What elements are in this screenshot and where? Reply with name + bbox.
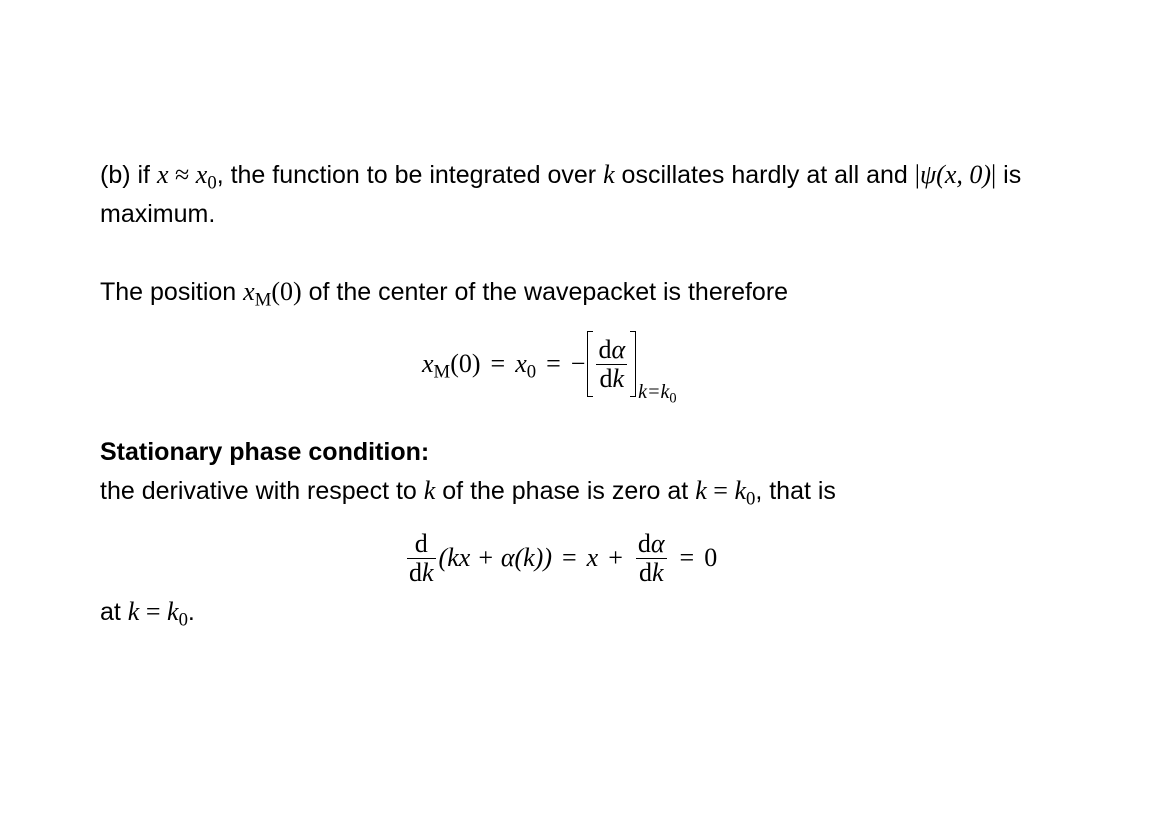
math-abs-open: | — [914, 160, 920, 189]
eq2-fraction-dalpha-dk — [636, 530, 667, 587]
eq1-equals: = — [490, 349, 506, 378]
eq2-denominator2: dk — [638, 557, 664, 587]
eq2-fraction-d-dk — [407, 530, 436, 587]
eq2-phase-expression: (kx + α(k)) — [438, 543, 552, 572]
eq2-equals2: = — [679, 543, 695, 572]
math-k: k — [423, 476, 436, 505]
text: at — [100, 598, 128, 626]
text: is — [996, 161, 1022, 189]
math-psi-args: (x, 0) — [936, 160, 992, 189]
eq1-equals2: = — [546, 349, 561, 378]
eq1-minus: − — [570, 349, 586, 378]
eq1-x0: $x_0$ — [515, 349, 537, 383]
math-equals: = — [706, 476, 735, 505]
paragraph-position — [100, 277, 789, 311]
math-k: k — [603, 160, 615, 189]
math-k0: $k_0$ — [734, 476, 756, 510]
math-k: k — [695, 476, 707, 505]
eq2-denominator1: dk — [409, 557, 434, 587]
eq1-lhs: $x_M$ — [422, 349, 451, 383]
math-approx: ≈ — [168, 160, 196, 189]
heading-stationary-phase: Stationary phase condition: — [100, 438, 430, 466]
eq2-x: x — [586, 543, 599, 572]
eq2-numerator2: dα — [637, 528, 665, 558]
math-arg: (0) — [271, 277, 302, 306]
eq1-evaluation: $k=k_0$ — [638, 381, 677, 407]
text: of the phase is zero at — [435, 477, 696, 505]
eq1-bracket — [587, 331, 636, 397]
eq2-equals: = — [562, 543, 577, 572]
math-xM: $x_M$ — [243, 277, 272, 311]
eq1-fraction — [596, 336, 627, 393]
paragraph-b-line1 — [100, 160, 1022, 194]
text: (b) if — [100, 161, 157, 189]
math-psi: ψ — [920, 160, 937, 189]
eq2-numerator1: d — [414, 528, 428, 558]
eq1-denominator: dk — [599, 363, 625, 393]
eq1-numerator: dα — [598, 334, 626, 364]
equation-stationary-phase — [404, 524, 717, 592]
math-k0: $k_0$ — [167, 597, 188, 631]
paragraph-b-line2: maximum. — [100, 200, 216, 228]
eq1-lhs-arg: (0) — [450, 349, 481, 378]
math-x: x — [156, 160, 169, 189]
equation-center-position — [422, 326, 677, 407]
text: , the function to be integrated over — [216, 161, 604, 189]
text: of the center of the wavepacket is therefore — [301, 278, 789, 306]
eq2-zero: 0 — [704, 543, 718, 572]
text: oscillates hardly at all and — [614, 161, 915, 189]
text: , that is — [755, 477, 836, 505]
paragraph-at — [100, 597, 195, 631]
text: The position — [100, 278, 244, 306]
math-equals: = — [139, 597, 168, 626]
math-abs-close: | — [991, 160, 997, 189]
text: . — [187, 598, 195, 626]
math-k: k — [127, 597, 140, 626]
eq2-plus: + — [608, 543, 623, 572]
paragraph-derivative — [100, 476, 836, 510]
math-x0: $x_0$ — [195, 160, 217, 194]
text: the derivative with respect to — [100, 477, 424, 505]
